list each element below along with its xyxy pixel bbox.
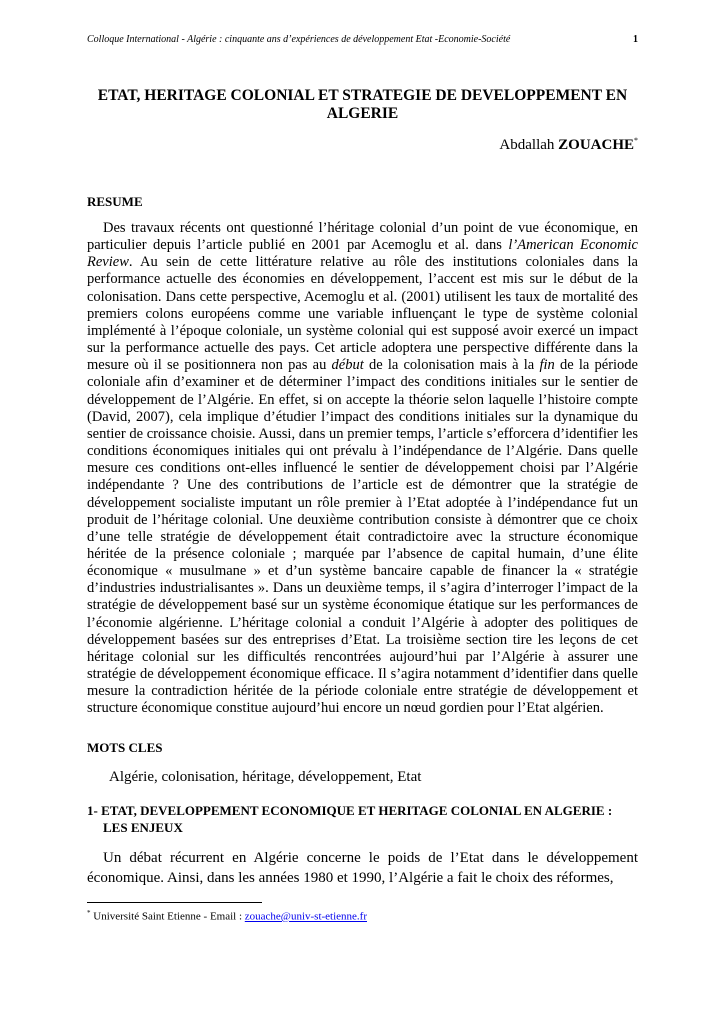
abstract-text-2: . Au sein de cette littérature relative au rôle des institutions coloniales dans la performance actuelle des économies en développement, l’accent est mis sur le début de la colonisation. Dans cette perspective, Acemoglu et al. (2001) utilisent les taux de mortalité des premiers colons européens comme une variable influençant le type de système colonial implémenté à l’époque coloniale, un système colonial qui est supposé avoir exercé un impact sur la performance actuelle des pays. Cet article adoptera une perspective différente dans la mesure où il se positionnera non pas au [87,254,638,374]
running-title: Colloque International - Algérie : cinquante ans d’expériences de développement Etat -Economie-Société [87,34,511,45]
title-line-1: ETAT, HERITAGE COLONIAL ET STRATEGIE DE DEVELOPPEMENT EN [97,87,628,104]
author-first-name: Abdallah [499,137,555,153]
section-1-paragraph: Un débat récurrent en Algérie concerne le poids de l’Etat dans le développement économique. Ainsi, dans les années 1980 et 1990, l’Algérie a fait le choix des réformes, [87,850,638,886]
paper-title [87,87,638,123]
author-line [499,136,638,154]
page-number: 1 [633,34,638,45]
footnote-mark: * [87,909,91,917]
footnote-affiliation: Université Saint Etienne - Email : [93,910,245,923]
emphasis-debut: début [331,357,364,374]
abstract-text-3: de la colonisation mais à la [363,357,540,374]
journal-name: l’American Economic Review [87,237,638,271]
footnote [87,909,367,923]
title-line-2: ALGERIE [326,105,399,122]
abstract-text-1: Des travaux récents ont questionné l’héritage colonial d’un point de vue économique, en particulier depuis l’article publié en 2001 par Acemoglu et al. dans [87,220,638,254]
author-email-link[interactable]: zouache@univ-st-etienne.fr [244,910,367,923]
running-header [87,34,638,45]
section-1-heading-line-1: 1- ETAT, DEVELOPPEMENT ECONOMIQUE ET HERITAGE COLONIAL EN ALGERIE : [87,803,613,818]
abstract-paragraph [87,220,638,718]
emphasis-fin: fin [539,357,555,374]
abstract-text-4: de la période coloniale afin d’examiner et de déterminer l’impact des conditions initiales sur le sentier de développement de l’Algérie. En effet, si on accepte la théorie selon laquelle l’histoire compte (David, 2007), cela implique d’étudier l’impact des conditions initiales sur la dynamique du sentier de croissance choisie. Aussi, dans un premier temps, l’article s’efforcera d’identifier les conditions économiques initiales qui ont prévalu à l’indépendance de l’Algérie. Dans quelle mesure ces conditions ont-elles influencé le sentier de développement choisi par l’Algérie indépendante ? Une des contributions de l’article est de démontrer que la stratégie de développement socialiste imputant un rôle premier à l’Etat adoptée à l’indépendance fut un produit de l’héritage colonial. Une deuxième contribution consiste à démontrer que ce choix d’une telle stratégie de développement était contradictoire avec la structure économique héritée de la présence coloniale ; marquée par l’absence de capital humain, d’une élite économique « musulmane » et d’un système bancaire capable de financer la « stratégie d’industries industrialisantes ». Dans un deuxième temps, il s’agira d’interroger l’impact de la stratégie de développement basé sur un système économique étatique sur les performances de l’économie algérienne. L’héritage colonial a conduit l’Algérie à adopter des politiques de développement basées sur des entreprises d’Etat. La troisième section tire les leçons de cet héritage colonial sur les difficultés rencontrées aujourd’hui par l’Algérie à assurer une stratégie de développement économique efficace. Il s’agira notamment d’identifier dans quelle mesure la contradiction héritée de la période coloniale entre stratégie de développement et structure économique constitue aujourd’hui encore un nœud gordien pour l’Etat algérien. [87,357,638,717]
section-1-heading-line-2: LES ENJEUX [103,820,183,835]
author-footnote-mark[interactable]: * [634,136,638,145]
keywords-list: Algérie, colonisation, héritage, développement, Etat [109,769,422,785]
author-last-name: ZOUACHE [558,137,634,153]
section-1-heading [87,802,638,836]
resume-heading: RESUME [87,194,143,209]
keywords-heading: MOTS CLES [87,740,163,755]
footnote-divider [87,902,262,903]
